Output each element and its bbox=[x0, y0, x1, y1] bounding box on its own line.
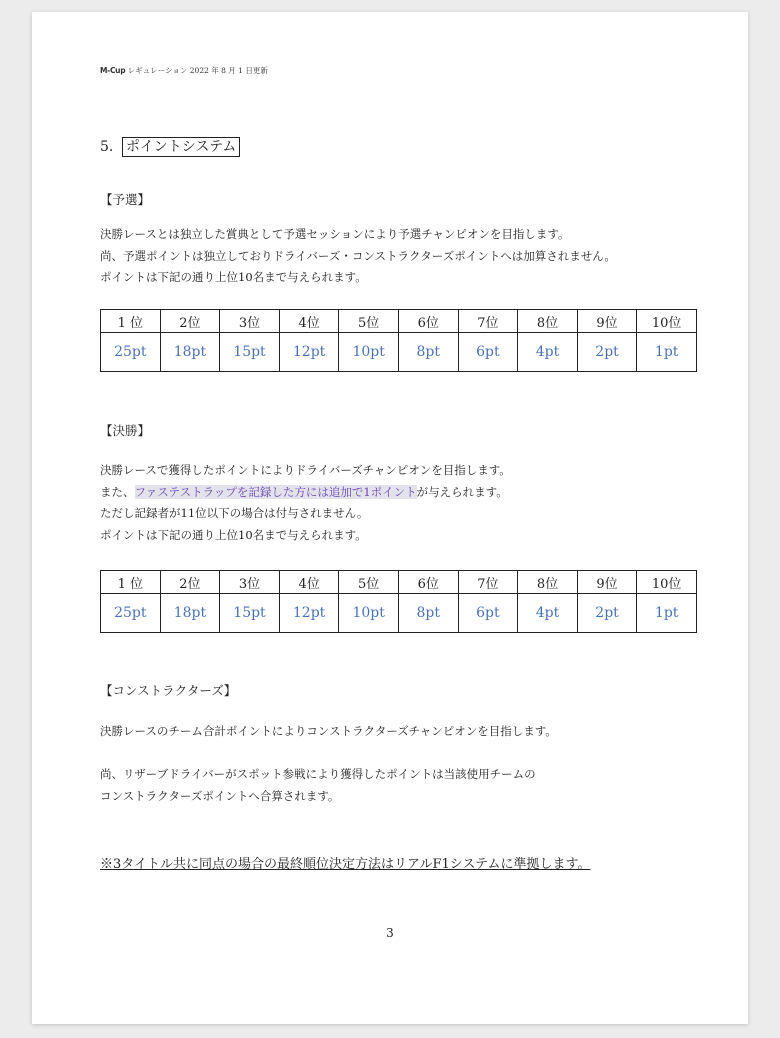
final-line: ポイントは下記の通り上位10名まで与えられます。 bbox=[100, 527, 367, 542]
section-heading bbox=[100, 136, 240, 156]
highlighted-text: ファステストラップを記録した方には追加で1ポイント bbox=[134, 484, 417, 499]
constructors-line: コンストラクターズポイントへ合算されます。 bbox=[100, 788, 340, 803]
points-cell: 10pt bbox=[339, 333, 399, 372]
constructors-line: 決勝レースのチーム合計ポイントによりコンストラクターズチャンピオンを目指します。 bbox=[100, 724, 557, 738]
points-cell: 6pt bbox=[458, 333, 518, 372]
rank-cell: 10位 bbox=[637, 571, 697, 594]
points-cell: 25pt bbox=[101, 594, 161, 633]
points-cell: 1pt bbox=[637, 333, 697, 372]
section-number: 5. bbox=[100, 139, 114, 155]
points-cell: 15pt bbox=[220, 594, 280, 633]
points-row bbox=[101, 333, 697, 372]
qualifying-points-table bbox=[100, 309, 697, 372]
final-heading: 【決勝】 bbox=[100, 423, 151, 438]
points-cell: 2pt bbox=[577, 594, 637, 633]
rank-cell: 5位 bbox=[339, 310, 399, 333]
constructors-line: 尚、リザーブドライバーがスポット参戦により獲得したポイントは当該使用チームの bbox=[100, 767, 536, 781]
rank-cell: 3位 bbox=[220, 310, 280, 333]
final-line: ただし記録者が11位以下の場合は付与されません。 bbox=[100, 506, 369, 520]
points-cell: 4pt bbox=[518, 333, 578, 372]
points-cell: 2pt bbox=[577, 333, 637, 372]
final-line-suffix: が与えられます。 bbox=[416, 484, 508, 499]
rank-cell: 1 位 bbox=[101, 310, 161, 333]
constructors-heading: 【コンストラクターズ】 bbox=[100, 683, 237, 698]
rank-row bbox=[101, 310, 697, 333]
rank-cell: 8位 bbox=[518, 571, 578, 594]
rank-cell: 2位 bbox=[160, 571, 220, 594]
rank-cell: 6位 bbox=[398, 310, 458, 333]
points-row bbox=[101, 594, 697, 633]
rank-cell: 2位 bbox=[160, 310, 220, 333]
points-cell: 18pt bbox=[160, 333, 220, 372]
rank-cell: 1 位 bbox=[101, 571, 161, 594]
qualifying-heading: 【予選】 bbox=[100, 192, 151, 207]
points-cell: 6pt bbox=[458, 594, 518, 633]
points-cell: 12pt bbox=[279, 333, 339, 372]
section-title: ポイントシステム bbox=[122, 137, 241, 157]
final-line bbox=[100, 482, 511, 504]
points-cell: 8pt bbox=[398, 333, 458, 372]
qualifying-line: 決勝レースとは独立した賞典として予選セッションにより予選チャンピオンを目指します。 bbox=[100, 227, 570, 241]
qualifying-description bbox=[100, 224, 616, 289]
header-brand: M-Cup bbox=[100, 66, 126, 75]
rank-cell: 5位 bbox=[339, 571, 399, 594]
page-header bbox=[100, 65, 268, 76]
header-title: レギュレーション 2022 年 8 月 1 日更新 bbox=[127, 66, 268, 75]
rank-row bbox=[101, 571, 697, 594]
rank-cell: 4位 bbox=[279, 310, 339, 333]
blank-line bbox=[100, 743, 557, 765]
tiebreak-note: ※3タイトル共に同点の場合の最終順位決定方法はリアルF1システムに準拠します。 bbox=[100, 857, 591, 872]
points-cell: 12pt bbox=[279, 594, 339, 633]
qualifying-line: 尚、予選ポイントは独立しておりドライバーズ・コンストラクターズポイントへは加算されません。 bbox=[100, 248, 616, 263]
points-cell: 15pt bbox=[220, 333, 280, 372]
page-number: 3 bbox=[386, 926, 394, 940]
rank-cell: 7位 bbox=[458, 571, 518, 594]
rank-cell: 3位 bbox=[220, 571, 280, 594]
points-cell: 8pt bbox=[398, 594, 458, 633]
points-cell: 18pt bbox=[160, 594, 220, 633]
rank-cell: 6位 bbox=[398, 571, 458, 594]
points-cell: 25pt bbox=[101, 333, 161, 372]
rank-cell: 8位 bbox=[518, 310, 578, 333]
qualifying-line: ポイントは下記の通り上位10名まで与えられます。 bbox=[100, 270, 367, 284]
rank-cell: 7位 bbox=[458, 310, 518, 333]
rank-cell: 10位 bbox=[637, 310, 697, 333]
final-description bbox=[100, 460, 511, 546]
final-line-prefix: また、 bbox=[100, 484, 135, 499]
document-page bbox=[32, 12, 748, 1024]
rank-cell: 9位 bbox=[577, 310, 637, 333]
final-line: 決勝レースで獲得したポイントによりドライバーズチャンピオンを目指します。 bbox=[100, 463, 511, 477]
final-points-table bbox=[100, 570, 697, 633]
points-cell: 1pt bbox=[637, 594, 697, 633]
points-cell: 4pt bbox=[518, 594, 578, 633]
rank-cell: 4位 bbox=[279, 571, 339, 594]
constructors-description bbox=[100, 721, 557, 807]
rank-cell: 9位 bbox=[577, 571, 637, 594]
points-cell: 10pt bbox=[339, 594, 399, 633]
